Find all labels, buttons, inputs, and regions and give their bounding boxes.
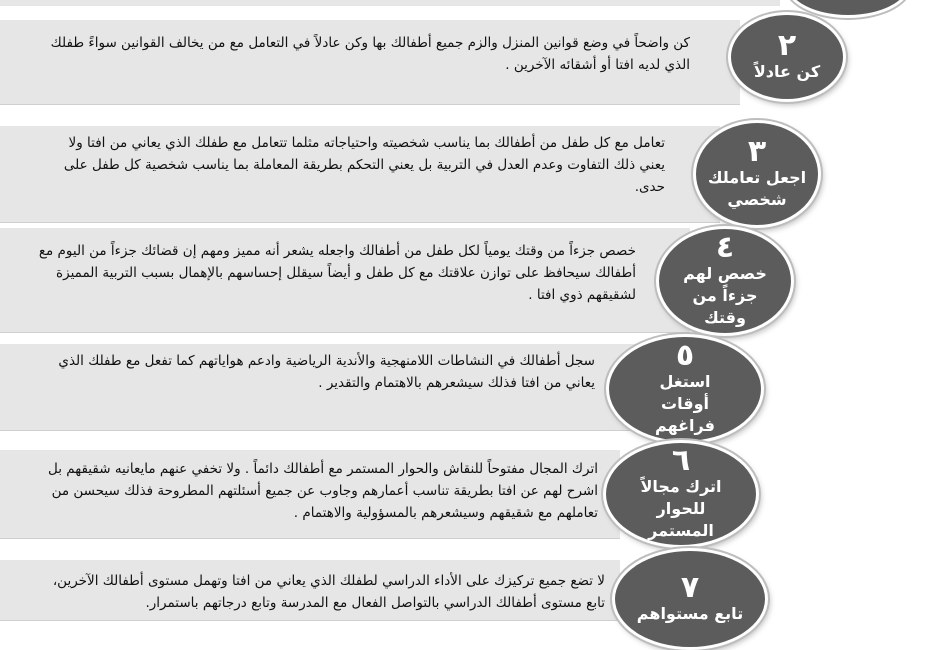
step-title: اترك مجالاً للحوار المستمر bbox=[640, 477, 722, 540]
step-number: ٤ bbox=[715, 230, 735, 265]
step-title: تابع مستواهم bbox=[636, 604, 744, 623]
step-title: استغل أوقات فراغهم bbox=[655, 372, 715, 435]
item-text: تعامل مع كل طفل من أطفالك بما يناسب شخصيته واحتياجاته مثلما تتعامل مع طفلك الذي يعاني من افتا ولا يعني ذلك التفاوت وعدم العدل في التربية بل يعني التحكم بطريقة المعاملة بما يناسب شخصية كل طفل على حدى. bbox=[63, 135, 665, 195]
step-circle bbox=[728, 12, 846, 102]
item-text: لا تضع جميع تركيزك على الأداء الدراسي لطفلك الذي يعاني من افتا وتهمل مستوى أطفالك الآخرين، تابع مستوى أطفالك الدراسي بالتواصل الفعال مع المدرسة وتابع درجاتهم باستمرار. bbox=[52, 573, 605, 611]
step-number: ٦ bbox=[671, 443, 691, 478]
top-bar-fragment bbox=[0, 0, 780, 6]
item-text: سجل أطفالك في النشاطات اللامنهجية والأندية الرياضية وادعم هواياتهم كما تفعل مع طفلك الذي يعاني من افتا فذلك سيشعرهم بالاهتمام والتقدير . bbox=[58, 353, 595, 391]
item-text: كن واضحاً في وضع قوانين المنزل والزم جميع أطفالك بها وكن عادلاً في التعامل مع من يخالف القوانين سواءً طفلك الذي لديه افتا أو أشقائه الآخرين . bbox=[50, 35, 690, 73]
step-circle bbox=[606, 334, 764, 444]
step-circle bbox=[656, 226, 794, 336]
step-circle bbox=[612, 548, 768, 650]
step-title: اجعل تعاملك شخصي bbox=[707, 168, 807, 209]
step-title: كن عادلاً bbox=[753, 62, 821, 81]
step-circle bbox=[603, 440, 759, 548]
step-number: ٧ bbox=[680, 570, 700, 605]
step-title: خصص لهم جزءاً من وقتك bbox=[683, 264, 767, 327]
step-circle bbox=[693, 120, 821, 228]
step-number: ٥ bbox=[675, 338, 695, 373]
step-number: ٢ bbox=[777, 28, 797, 63]
item-text: اترك المجال مفتوحاً للنقاش والحوار المستمر مع أطفالك دائماً . ولا تخفي عنهم مايعانيه شقيقهم بل اشرح لهم عن افتا بطريقة تناسب أعمارهم وجاوب عن جميع أسئلتهم المطروحة فذلك سيحسن من تعاملهم مع شقيقهم وسيشعرهم بالمسؤولية والاهتمام . bbox=[48, 461, 598, 521]
item-text: خصص جزءاً من وقتك يومياً لكل طفل من أطفالك واجعله يشعر أنه مميز ومهم إن قضائك جزءاً من اليوم مع أطفالك سيحافظ على توازن علاقتك مع كل طفل و أيضاً سيقلل إحساسهم بالإهمال بسبب التربية المميزة لشقيقهم ذوي افتا . bbox=[38, 243, 636, 303]
step-number: ٣ bbox=[747, 134, 767, 169]
